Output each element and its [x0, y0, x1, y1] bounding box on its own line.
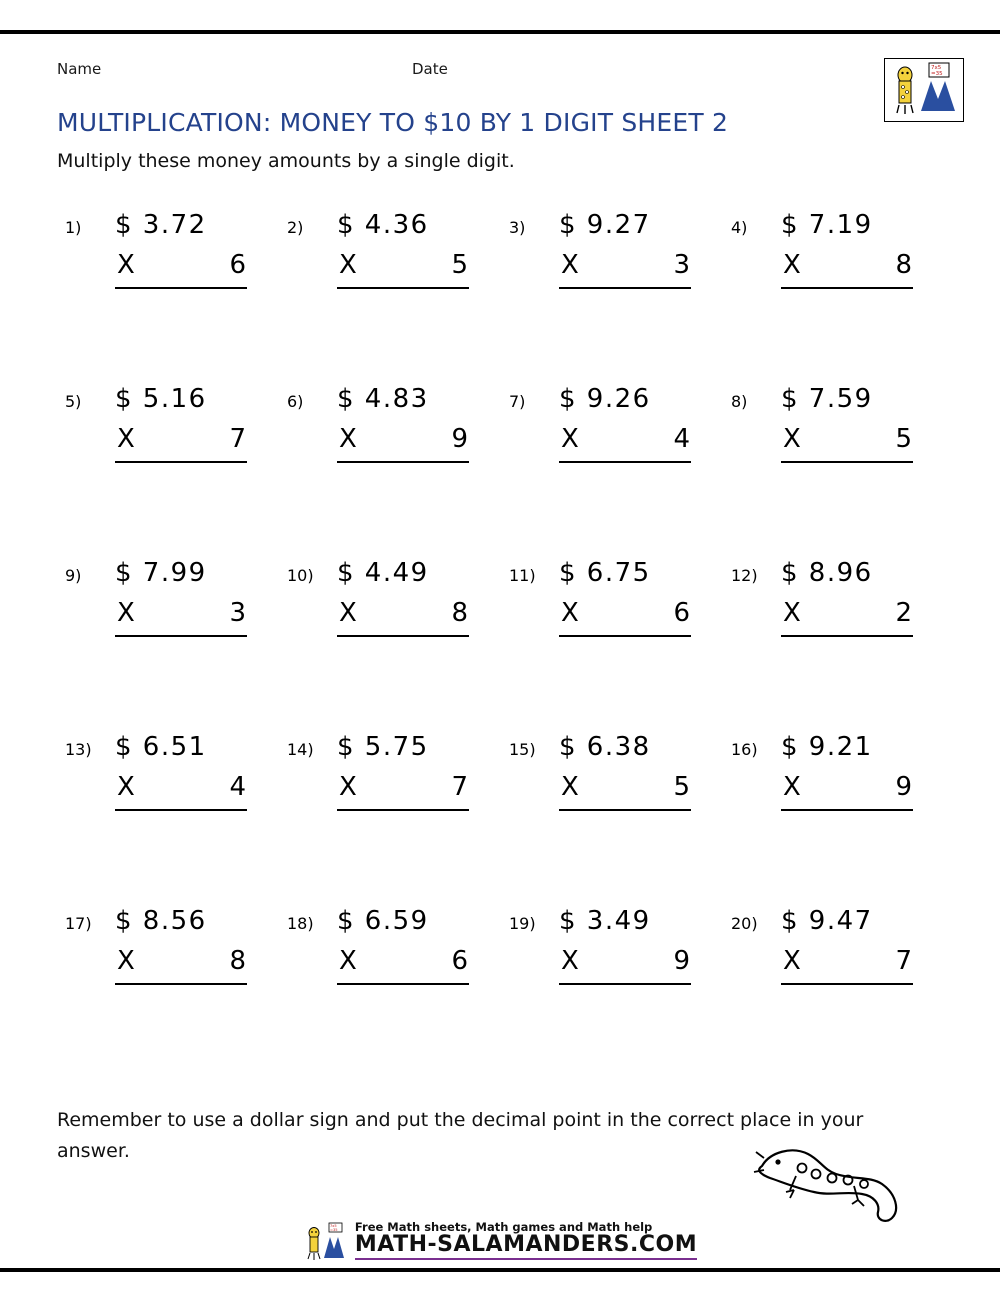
problem-row [57, 553, 947, 727]
problem-number: 13) [65, 740, 92, 759]
problem-number: 11) [509, 566, 536, 585]
problem-number: 4) [731, 218, 748, 237]
problem-body [559, 727, 691, 811]
page-title: MULTIPLICATION: MONEY TO $10 BY 1 DIGIT SHEET 2 [57, 108, 729, 137]
problems-grid [57, 205, 947, 1075]
multiplicand: $ 3.49 [559, 906, 651, 936]
problem-body [337, 901, 469, 985]
problem-19 [501, 901, 723, 1075]
date-label: Date [412, 60, 448, 78]
problem-number: 3) [509, 218, 526, 237]
multiplicand: $ 4.83 [337, 384, 429, 414]
operator: X [561, 772, 580, 802]
problem-number: 8) [731, 392, 748, 411]
multiplier: 2 [895, 598, 913, 628]
svg-text:=35: =35 [931, 71, 943, 77]
multiplier: 8 [451, 598, 469, 628]
operator: X [339, 250, 358, 280]
problem-body [115, 553, 247, 637]
multiplier: 7 [895, 946, 913, 976]
problem-1 [57, 205, 279, 379]
problem-20 [723, 901, 945, 1075]
multiplier: 3 [673, 250, 691, 280]
problem-body [781, 205, 913, 289]
operator: X [339, 598, 358, 628]
instruction-footnote: Remember to use a dollar sign and put the decimal point in the correct place in your answer. [57, 1109, 864, 1162]
operator: X [783, 424, 802, 454]
problem-10 [279, 553, 501, 727]
problem-body [337, 553, 469, 637]
problem-8 [723, 379, 945, 553]
multiplicand: $ 8.56 [115, 906, 207, 936]
multiplicand: $ 9.27 [559, 210, 651, 240]
problem-number: 15) [509, 740, 536, 759]
operator: X [783, 598, 802, 628]
problem-row [57, 205, 947, 379]
multiplier: 6 [673, 598, 691, 628]
multiplicand: $ 7.99 [115, 558, 207, 588]
problem-body [781, 901, 913, 985]
logo-graphic [885, 59, 961, 119]
multiplier: 8 [229, 946, 247, 976]
multiplier: 5 [673, 772, 691, 802]
operator: X [117, 424, 136, 454]
bottom-divider [0, 1268, 1000, 1272]
operator: X [117, 946, 136, 976]
svg-text:=35: =35 [329, 1228, 338, 1232]
site-branding [0, 1220, 1000, 1260]
problem-18 [279, 901, 501, 1075]
multiplicand: $ 7.59 [781, 384, 873, 414]
brand-site-name: MATH-SALAMANDERS.COM [354, 1232, 698, 1257]
multiplier: 8 [895, 250, 913, 280]
problem-number: 2) [287, 218, 304, 237]
multiplier: 6 [229, 250, 247, 280]
problem-17 [57, 901, 279, 1075]
problem-body [337, 205, 469, 289]
problem-16 [723, 727, 945, 901]
operator: X [339, 424, 358, 454]
problem-body [781, 553, 913, 637]
problem-row [57, 727, 947, 901]
multiplier: 6 [451, 946, 469, 976]
problem-number: 19) [509, 914, 536, 933]
multiplier: 7 [229, 424, 247, 454]
multiplicand: $ 6.51 [115, 732, 207, 762]
top-divider [0, 30, 1000, 34]
operator: X [117, 772, 136, 802]
multiplicand: $ 9.26 [559, 384, 651, 414]
multiplier: 9 [451, 424, 469, 454]
problem-number: 1) [65, 218, 82, 237]
problem-body [559, 553, 691, 637]
multiplier: 5 [451, 250, 469, 280]
problem-body [115, 379, 247, 463]
problem-number: 20) [731, 914, 758, 933]
problem-number: 18) [287, 914, 314, 933]
problem-number: 16) [731, 740, 758, 759]
svg-text:7x5: 7x5 [931, 65, 942, 71]
brand-logo-icon [303, 1222, 349, 1262]
problem-14 [279, 727, 501, 901]
problem-row [57, 901, 947, 1075]
multiplicand: $ 8.96 [781, 558, 873, 588]
problem-number: 6) [287, 392, 304, 411]
problem-number: 12) [731, 566, 758, 585]
multiplier: 7 [451, 772, 469, 802]
multiplicand: $ 6.59 [337, 906, 429, 936]
problem-3 [501, 205, 723, 379]
page-subtitle: Multiply these money amounts by a single digit. [57, 150, 515, 172]
math-salamanders-logo [884, 58, 964, 122]
multiplicand: $ 3.72 [115, 210, 207, 240]
operator: X [117, 598, 136, 628]
multiplier: 4 [673, 424, 691, 454]
multiplicand: $ 5.16 [115, 384, 207, 414]
problem-row [57, 379, 947, 553]
multiplier: 9 [895, 772, 913, 802]
problem-body [115, 205, 247, 289]
problem-number: 10) [287, 566, 314, 585]
problem-9 [57, 553, 279, 727]
problem-11 [501, 553, 723, 727]
operator: X [561, 598, 580, 628]
problem-number: 14) [287, 740, 314, 759]
problem-2 [279, 205, 501, 379]
operator: X [783, 250, 802, 280]
problem-body [781, 727, 913, 811]
multiplier: 5 [895, 424, 913, 454]
multiplicand: $ 7.19 [781, 210, 873, 240]
operator: X [561, 250, 580, 280]
multiplicand: $ 9.47 [781, 906, 873, 936]
svg-text:7x5: 7x5 [329, 1224, 337, 1228]
salamander-illustration [750, 1134, 940, 1224]
problem-number: 5) [65, 392, 82, 411]
problem-7 [501, 379, 723, 553]
name-label: Name [57, 60, 102, 78]
problem-body [559, 205, 691, 289]
problem-15 [501, 727, 723, 901]
operator: X [783, 946, 802, 976]
problem-body [337, 727, 469, 811]
multiplier: 3 [229, 598, 247, 628]
problem-6 [279, 379, 501, 553]
problem-4 [723, 205, 945, 379]
multiplicand: $ 4.36 [337, 210, 429, 240]
operator: X [117, 250, 136, 280]
problem-number: 17) [65, 914, 92, 933]
multiplicand: $ 6.38 [559, 732, 651, 762]
brand-tagline: Free Math sheets, Math games and Math help [354, 1220, 653, 1234]
problem-body [115, 901, 247, 985]
multiplicand: $ 4.49 [337, 558, 429, 588]
problem-5 [57, 379, 279, 553]
multiplicand: $ 6.75 [559, 558, 651, 588]
operator: X [561, 424, 580, 454]
problem-body [781, 379, 913, 463]
brand-underline [355, 1258, 697, 1260]
problem-12 [723, 553, 945, 727]
operator: X [339, 772, 358, 802]
multiplicand: $ 9.21 [781, 732, 873, 762]
problem-13 [57, 727, 279, 901]
operator: X [561, 946, 580, 976]
problem-number: 9) [65, 566, 82, 585]
problem-body [559, 379, 691, 463]
multiplier: 4 [229, 772, 247, 802]
problem-body [559, 901, 691, 985]
problem-body [115, 727, 247, 811]
multiplicand: $ 5.75 [337, 732, 429, 762]
problem-body [337, 379, 469, 463]
problem-number: 7) [509, 392, 526, 411]
multiplier: 9 [673, 946, 691, 976]
operator: X [339, 946, 358, 976]
operator: X [783, 772, 802, 802]
